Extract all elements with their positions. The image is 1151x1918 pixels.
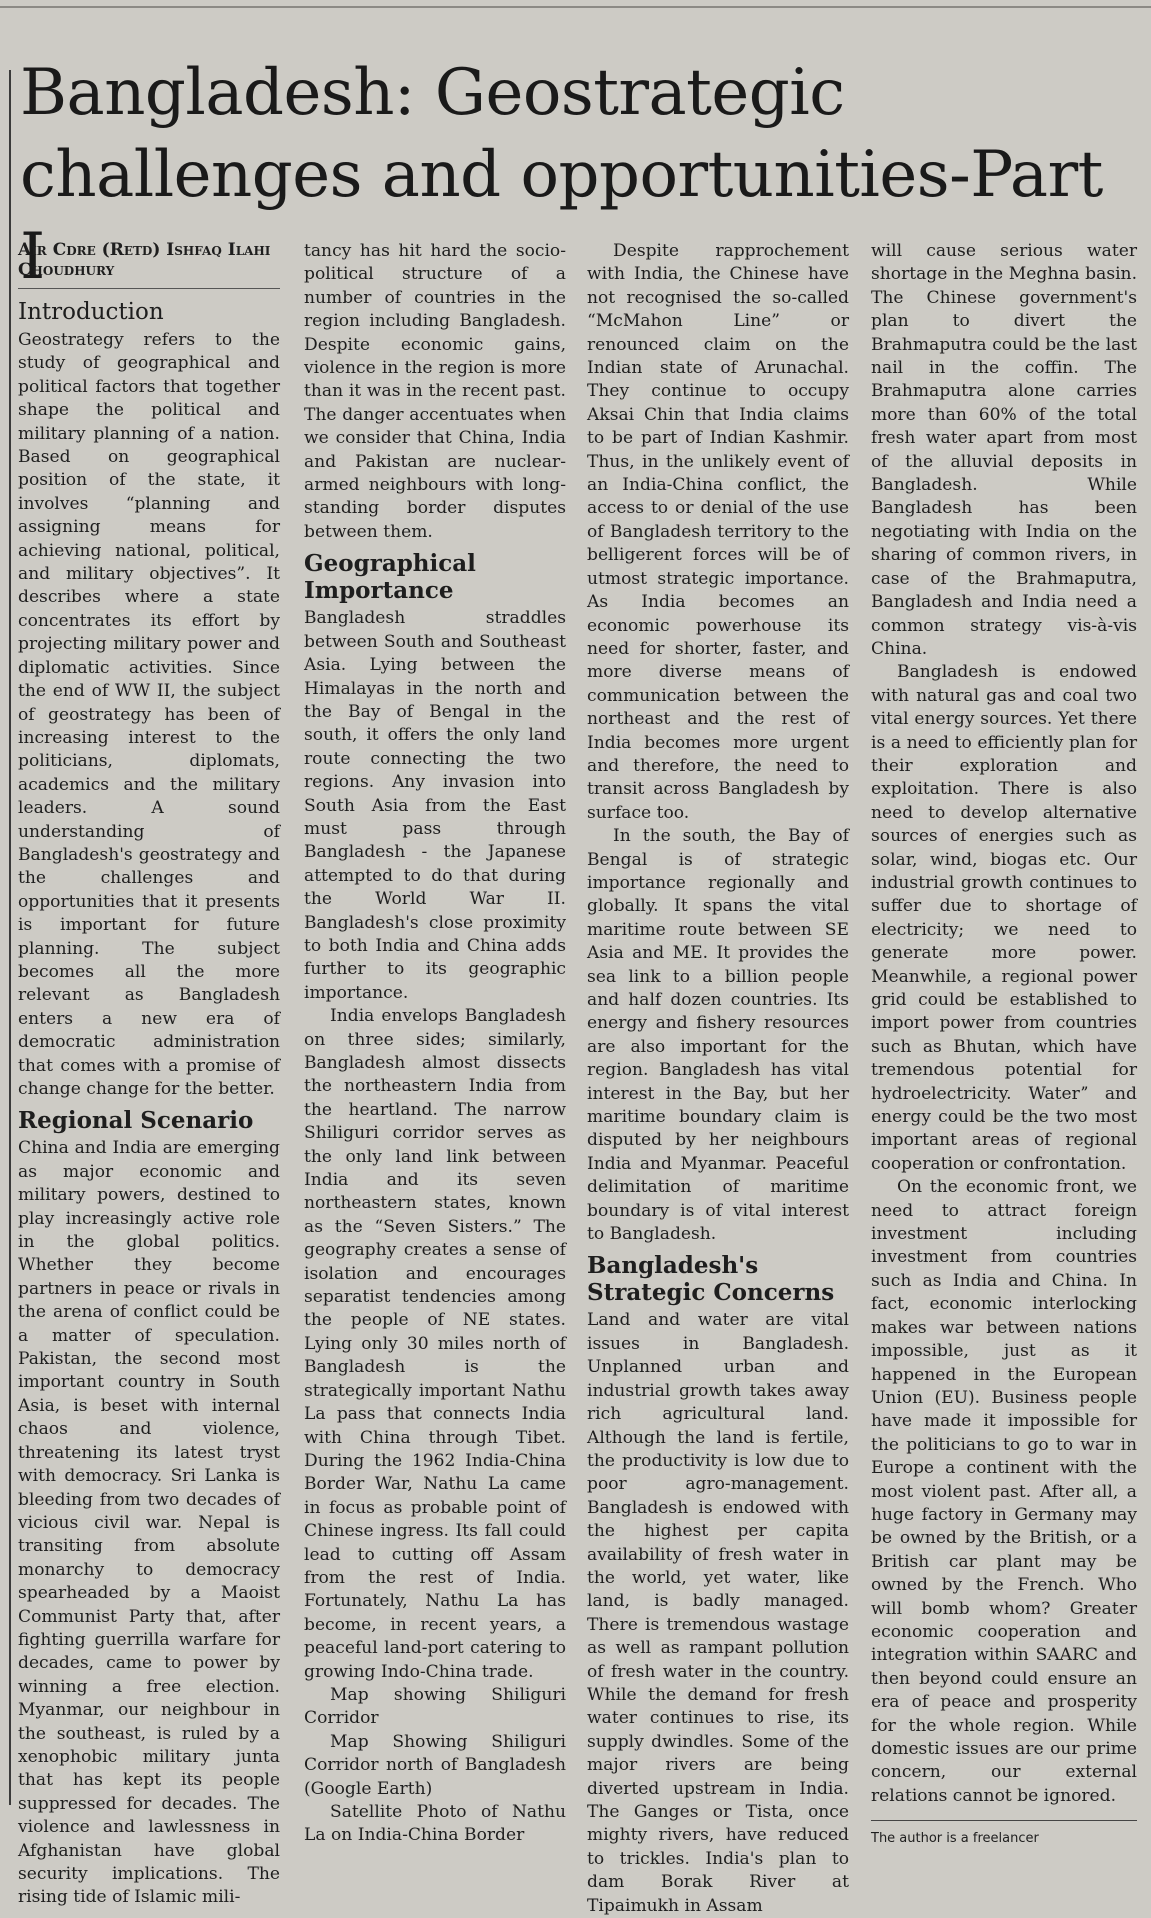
column-2 <box>304 240 566 1848</box>
paragraph-regional-b: tancy has hit hard the socio-political structure of a number of countries in the region including Bangladesh. Despite economic gains, violence in the region is more than it was in the recent past. The danger accentuates when we consider that China, India and Pakistan are nuclear-armed neighbours with long-standing border disputes between them. <box>304 241 566 542</box>
author-note: The author is a freelancer <box>871 1831 1039 1847</box>
paragraph-geo-1: Bangladesh straddles between South and Southeast Asia. Lying between the Himalayas in the north and the Bay of Bengal in the south, it offers the only land route connecting the two regions. Any invasion into South Asia from the East must pass through Bangladesh - the Japanese attempted to do that during the World War II. Bangladesh's close proximity to both India and China adds further to its geographic importance. <box>304 608 566 1003</box>
caption-map-2: Map Showing Shiliguri Corridor north of Bangladesh (Google Earth) <box>304 1731 566 1799</box>
heading-strategic-concerns: Bangladesh's Strategic Concerns <box>587 1252 835 1307</box>
paragraph-regional-a: China and India are emerging as major economic and military powers, destined to play increasingly active role in the global politics. Whether they become partners in peace or rivals in the arena of conflict could be a matter of speculation. Pakistan, the second most important country in South Asia, is beset with internal chaos and violence, threatening its latest tryst with democracy. Sri Lanka is bleeding from two decades of vicious civil war. Nepal is transiting from absolute monarchy to democracy spearheaded by a Maoist Communist Party that, after fighting guerrilla warfare for decades, came to power by winning a free election. Myanmar, our neighbour in the southeast, is ruled by a xenophobic military junta that has kept its people suppressed for decades. The violence and lawlessness in Afghanistan have global security implications. The rising tide of Islamic mili- <box>18 1138 280 1908</box>
footer-rule <box>871 1820 1137 1821</box>
heading-geographical-importance: Geographical Importance <box>304 550 476 605</box>
paragraph-geo-4: In the south, the Bay of Bengal is of strategic importance regionally and globally. It spans the vital maritime route between SE Asia and ME. It provides the sea link to a billion people and half dozen countries. Its energy and fishery resources are also important for the region. Bangladesh has vital interest in the Bay, but her maritime boundary claim is disputed by her neighbours India and Myanmar. Peaceful delimitation of maritime boundary is of vital interest to Bangladesh. <box>587 826 849 1245</box>
column-4 <box>871 240 1137 1851</box>
paragraph-intro: Geostrategy refers to the study of geographical and political factors that together shape the political and military planning of a nation. Based on geographical position of the state, it involves “planning and assigning means for achieving national, political, and military objectives”. It describes where a state concentrates its effort by projecting military power and diplomatic activities. Since the end of WW II, the subject of geostrategy has been of increasing interest to the politicians, diplomats, academics and the military leaders. A sound understanding of Bangladesh's geostrategy and the challenges and opportunities that it presents is important for future planning. The subject becomes all the more relevant as Bangladesh enters a new era of democratic administration that comes with a promise of change change for the better. <box>18 330 280 1099</box>
caption-map-1: Map showing Shiliguri Corridor <box>304 1684 566 1729</box>
caption-satellite-photo: Satellite Photo of Nathu La on India-China Border <box>304 1802 566 1846</box>
column-rule <box>9 70 11 1805</box>
heading-regional-scenario: Regional Scenario <box>18 1107 254 1135</box>
byline: Air Cdre (Retd) Ishfaq Ilahi Choudhury <box>18 240 280 289</box>
top-rule <box>0 6 1151 8</box>
paragraph-strategic-3: On the economic front, we need to attract foreign investment including investment from countries such as India and China. In fact, economic interlocking makes war between nations impossible, just as it happened in the European Union (EU). Business people have made it impossible for the politicians to go to war in Europe a continent with the most violent past. After all, a huge factory in Germany may be owned by the British, or a British car plant may be owned by the French. Who will bomb whom? Greater economic cooperation and integration within SAARC and then beyond could ensure an era of peace and prosperity for the whole region. While domestic issues are our prime concern, our external relations cannot be ignored. <box>871 1177 1137 1806</box>
paragraph-strategic-a: Land and water are vital issues in Bangladesh. Unplanned urban and industrial growth takes away rich agricultural land. Although the land is fertile, the productivity is low due to poor agro-management. Bangladesh is endowed with the highest per capita availability of fresh water in the world, yet water, like land, is badly managed. There is tremendous wastage as well as rampant pollution of fresh water in the country. While the demand for fresh water continues to rise, its supply dwindles. Some of the major rivers are being diverted upstream in India. The Ganges or Tista, once mighty rivers, have reduced to trickles. India's plan to dam Borak River at Tipaimukh in Assam <box>587 1310 849 1916</box>
paragraph-geo-2: India envelops Bangladesh on three sides; similarly, Bangladesh almost dissects the northeastern India from the heartland. The narrow Shiliguri corridor serves as the only land link between India and its seven northeastern states, known as the “Seven Sisters.” The geography creates a sense of isolation and encourages separatist tendencies among the people of NE states. Lying only 30 miles north of Bangladesh is the strategically important Nathu La pass that connects India with China through Tibet. During the 1962 India-China Border War, Nathu La came in focus as probable point of Chinese ingress. Its fall could lead to cutting off Assam from the rest of India. Fortunately, Nathu La has become, in recent years, a peaceful land-port catering to growing Indo-China trade. <box>304 1006 566 1682</box>
paragraph-strategic-b: will cause serious water shortage in the Meghna basin. The Chinese government's plan to divert the Brahmaputra could be the last nail in the coffin. The Brahmaputra alone carries more than 60% of the total fresh water apart from most of the alluvial deposits in Bangladesh. While Bangladesh has been negotiating with India on the sharing of common rivers, in case of the Brahmaputra, Bangladesh and India need a common strategy vis-à-vis China. <box>871 241 1137 659</box>
paragraph-geo-3: Despite rapprochement with India, the Chinese have not recognised the so-called “McMahon Line” or renounced claim on the Indian state of Arunachal. They continue to occupy Aksai Chin that India claims to be part of Indian Kashmir. Thus, in the unlikely event of an India-China conflict, the access to or denial of the use of Bangladesh territory to the belligerent forces will be of utmost strategic importance. As India becomes an economic powerhouse its need for shorter, faster, and more diverse means of communication between the northeast and the rest of India becomes more urgent and therefore, the need to transit across Bangladesh by surface too. <box>587 241 849 823</box>
column-1 <box>18 240 280 1910</box>
heading-introduction: Introduction <box>18 299 164 325</box>
headline: Bangladesh: Geostrategic challenges and opportunities-Part I <box>20 56 1103 294</box>
column-3 <box>587 240 849 1918</box>
paragraph-strategic-2: Bangladesh is endowed with natural gas and coal two vital energy sources. Yet there is a need to efficiently plan for their exploration and exploitation. There is also need to develop alternative sources of energies such as solar, wind, biogas etc. Our industrial growth continues to suffer due to shortage of electricity; we need to generate more power. Meanwhile, a regional power grid could be established to import power from countries such as Bhutan, which have tremendous potential for hydroelectricity. Waterˮ and energy could be the two most important areas of regional cooperation or confrontation. <box>871 662 1137 1174</box>
